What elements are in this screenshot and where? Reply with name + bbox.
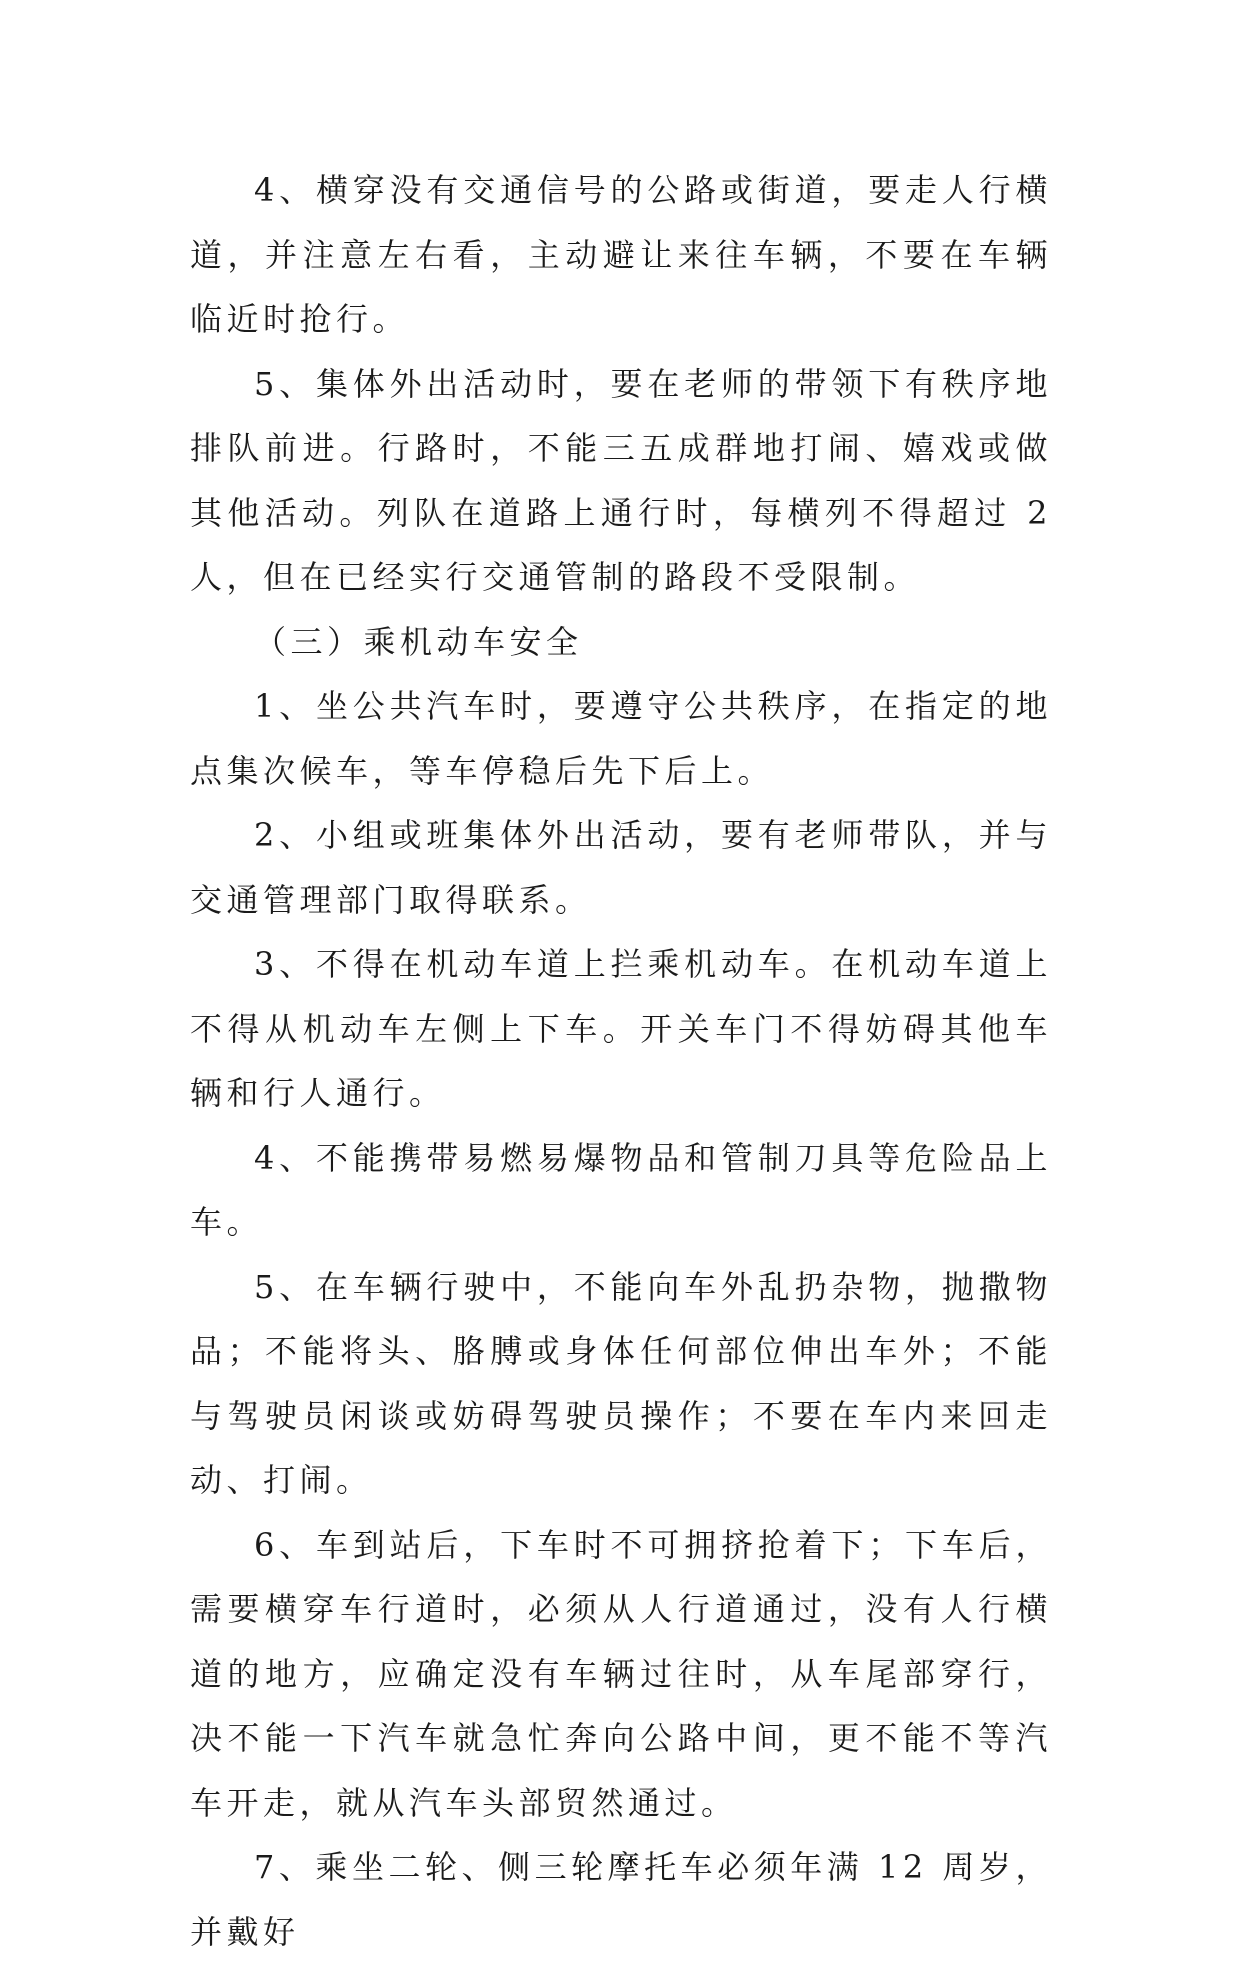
paragraph-rule-5-group-outing: 5、集体外出活动时，要在老师的带领下有秩序地排队前进。行路时，不能三五成群地打闹、嬉戏或做其他活动。列队在道路上通行时，每横列不得超过 2 人，但在已经实行交通管制的路段不受限制。 bbox=[190, 364, 1052, 596]
paragraph-rule-5-in-vehicle: 5、在车辆行驶中，不能向车外乱扔杂物，抛撒物品；不能将头、胳膊或身体任何部位伸出车外；不能与驾驶员闲谈或妨碍驾驶员操作；不要在车内来回走动、打闹。 bbox=[190, 1267, 1052, 1499]
paragraph-rule-6-alighting: 6、车到站后，下车时不可拥挤抢着下；下车后，需要横穿车行道时，必须从人行道通过，没有人行横道的地方，应确定没有车辆过往时，从车尾部穿行，决不能一下汽车就急忙奔向公路中间，更不能不等汽车开走，就从汽车头部贸然通过。 bbox=[190, 1525, 1052, 1822]
document-body bbox=[190, 158, 1052, 1964]
paragraph-rule-4-crossing: 4、横穿没有交通信号的公路或街道，要走人行横道，并注意左右看，主动避让来往车辆，不要在车辆临近时抢行。 bbox=[190, 171, 1052, 338]
paragraph-rule-3-hailing: 3、不得在机动车道上拦乘机动车。在机动车道上不得从机动车左侧上下车。开关车门不得妨碍其他车辆和行人通行。 bbox=[190, 945, 1052, 1112]
paragraph-rule-7-motorcycle: 7、乘坐二轮、侧三轮摩托车必须年满 12 周岁，并戴好 bbox=[190, 1848, 1052, 1951]
section-heading-vehicle-safety: （三）乘机动车安全 bbox=[254, 622, 583, 661]
paragraph-rule-1-bus: 1、坐公共汽车时，要遵守公共秩序，在指定的地点集次候车，等车停稳后先下后上。 bbox=[190, 687, 1052, 790]
paragraph-rule-2-group-travel: 2、小组或班集体外出活动，要有老师带队，并与交通管理部门取得联系。 bbox=[190, 816, 1052, 919]
paragraph-rule-4-dangerous-goods: 4、不能携带易燃易爆物品和管制刀具等危险品上车。 bbox=[190, 1138, 1052, 1241]
